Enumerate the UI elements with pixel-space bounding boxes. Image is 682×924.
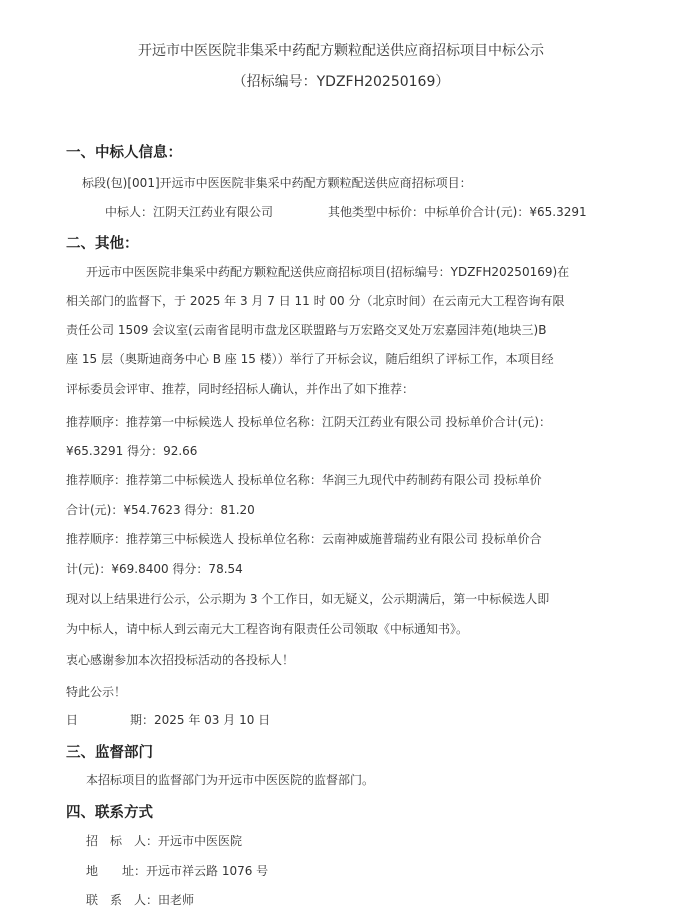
paragraph-line: 为中标人，请中标人到云南元大工程咨询有限责任公司领取《中标通知书》。 — [66, 622, 469, 636]
publish-date: 期：2025 年 03 月 10 日 — [130, 713, 271, 727]
section-heading-contact: 四、联系方式 — [66, 805, 153, 821]
section-heading-other: 二、其他： — [66, 236, 139, 252]
contact-line: 联 系 人：田老师 — [86, 893, 195, 907]
thanks-line: 衷心感谢参加本次招投标活动的各投标人！ — [66, 653, 295, 667]
address-line: 址：开远市祥云路 1076 号 — [122, 864, 269, 878]
paragraph-line: 开远市中医医院非集采中药配方颗粒配送供应商招标项目(招标编号：YDZFH20250169)在 — [86, 265, 570, 279]
candidate-3-score: 计(元)：¥69.8400 得分：78.54 — [66, 562, 243, 576]
document-title: 开远市中医医院非集采中药配方颗粒配送供应商招标项目中标公示 — [138, 43, 544, 59]
paragraph-line: 评标委员会评审、推荐，同时经招标人确认，并作出了如下推荐： — [66, 382, 415, 396]
paragraph-line: 责任公司 1509 会议室(云南省昆明市盘龙区联盟路与万宏路交叉处万宏嘉园沣苑(地块三)B — [66, 323, 547, 337]
date-label: 日 — [66, 713, 79, 727]
address-label: 地 — [86, 864, 99, 878]
lot-line: 标段(包)[001]开远市中医医院非集采中药配方颗粒配送供应商招标项目： — [82, 176, 472, 190]
paragraph-line: 相关部门的监督下，于 2025 年 3 月 7 日 11 时 00 分（北京时间）在云南元大工程咨询有限 — [66, 294, 565, 308]
paragraph-line: 现对以上结果进行公示，公示期为 3 个工作日，如无疑义，公示期满后，第一中标候选人即 — [66, 592, 550, 606]
candidate-2-score: 合计(元)：¥54.7623 得分：81.20 — [66, 503, 255, 517]
section-heading-winner-info: 一、中标人信息： — [66, 145, 182, 161]
candidate-3-line: 推荐顺序：推荐第三中标候选人 投标单位名称：云南神威施普瑞药业有限公司 投标单价合 — [66, 532, 542, 546]
tenderer-line: 招 标 人：开远市中医医院 — [86, 834, 243, 848]
paragraph-line: 座 15 层（奥斯迪商务中心 B 座 15 楼））举行了开标会议，随后组织了评标工作，本项目经 — [66, 352, 554, 366]
candidate-1-score: ¥65.3291 得分：92.66 — [66, 444, 198, 458]
candidate-1-line: 推荐顺序：推荐第一中标候选人 投标单位名称：江阴天江药业有限公司 投标单价合计(元)： — [66, 415, 551, 429]
supervision-text: 本招标项目的监督部门为开远市中医医院的监督部门。 — [86, 773, 375, 787]
candidate-2-line: 推荐顺序：推荐第二中标候选人 投标单位名称：华润三九现代中药制药有限公司 投标单价 — [66, 473, 542, 487]
section-heading-supervision: 三、监督部门 — [66, 745, 153, 761]
bid-number: （招标编号：YDZFH20250169） — [232, 74, 450, 90]
winning-price: 其他类型中标价：中标单价合计(元)：¥65.3291 — [328, 205, 587, 219]
winner-name: 中标人：江阴天江药业有限公司 — [105, 205, 274, 219]
announcement-line: 特此公示！ — [66, 685, 127, 699]
